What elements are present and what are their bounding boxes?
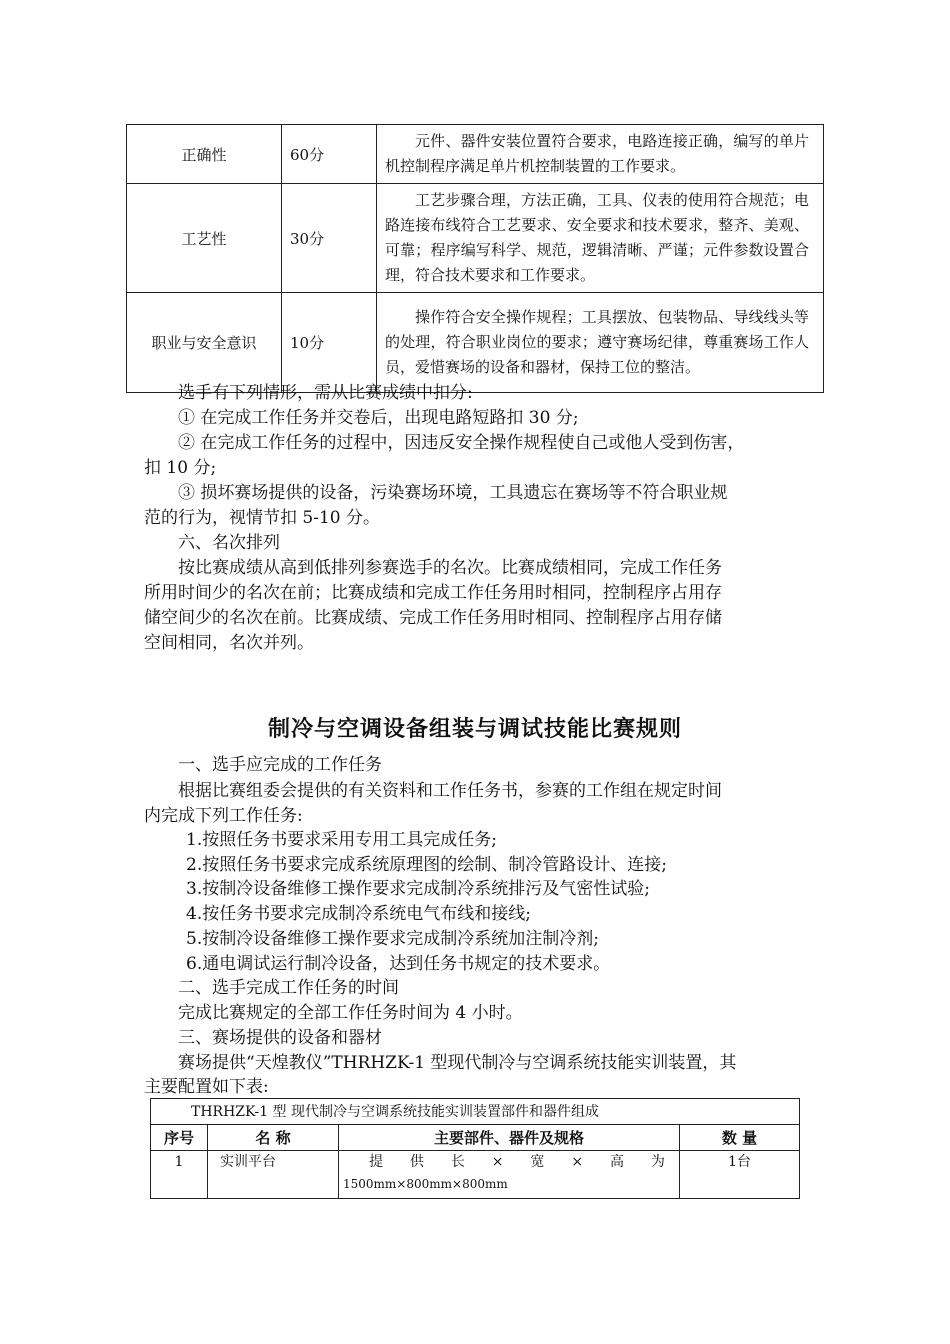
table-caption-row	[151, 1099, 800, 1125]
criterion-description: 元件、器件安装位置符合要求，电路连接正确，编写的单片机控制程序满足单片机控制装置的工作要求。	[377, 125, 824, 184]
task-item: 2.按照任务书要求完成系统原理图的绘制、制冷管路设计、连接;	[186, 855, 667, 875]
ranking-paragraph: 储空间少的名次在前。比赛成绩、完成工作任务用时相同、控制程序占用存储	[144, 608, 722, 628]
criterion-score: 60分	[282, 125, 377, 184]
row-no: 1	[151, 1151, 208, 1199]
criterion-description: 操作符合安全操作规程；工具摆放、包装物品、导线线头等的处理，符合职业岗位的要求；遵守赛场纪律，尊重赛场工作人员，爱惜赛场的设备和器材，保持工位的整洁。	[377, 293, 824, 393]
equipment-heading: 三、赛场提供的设备和器材	[178, 1028, 382, 1048]
spec-word: 宽	[530, 1154, 545, 1170]
spec-word: 为	[650, 1154, 665, 1170]
scoring-table	[126, 124, 824, 393]
spec-word: 提	[369, 1154, 383, 1170]
criterion-score: 10分	[282, 293, 377, 393]
section-title: 制冷与空调设备组装与调试技能比赛规则	[267, 716, 682, 742]
tasks-heading: 一、选手应完成的工作任务	[178, 755, 382, 775]
task-item: 6.通电调试运行制冷设备，达到任务书规定的技术要求。	[186, 954, 611, 974]
header-no: 序号	[151, 1125, 208, 1151]
criterion-name: 工艺性	[127, 184, 282, 293]
criterion-name: 职业与安全意识	[127, 293, 282, 393]
table-row	[127, 125, 824, 184]
criterion-description: 工艺步骤合理，方法正确，工具、仪表的使用符合规范；电路连接布线符合工艺要求、安全要求和技术要求，整齐、美观、可靠；程序编写科学、规范，逻辑清晰、严谨；元件参数设置合理，符合技术要求和工作要求。	[377, 184, 824, 293]
ranking-paragraph: 所用时间少的名次在前；比赛成绩和完成工作任务用时相同，控制程序占用存	[144, 583, 722, 603]
time-paragraph: 完成比赛规定的全部工作任务时间为 4 小时。	[178, 1003, 523, 1023]
header-name: 名 称	[208, 1125, 339, 1151]
row-name: 实训平台	[208, 1151, 339, 1199]
tasks-paragraph: 根据比赛组委会提供的有关资料和工作任务书，参赛的工作组在规定时间	[178, 781, 722, 801]
spec-word: 供	[409, 1154, 424, 1170]
ranking-heading: 六、名次排列	[178, 533, 280, 553]
equipment-paragraph: 主要配置如下表:	[144, 1077, 269, 1097]
spec-line	[339, 1151, 679, 1173]
deduction-item: ② 在完成工作任务的过程中，因违反安全操作规程使自己或他人受到伤害，	[178, 433, 745, 453]
spec-word: 高	[610, 1154, 624, 1170]
deduction-item: ① 在完成工作任务并交卷后，出现电路短路扣 30 分;	[178, 408, 579, 428]
ranking-paragraph: 按比赛成绩从高到低排列参赛选手的名次。比赛成绩相同，完成工作任务	[178, 558, 722, 578]
header-qty: 数 量	[680, 1125, 800, 1151]
equipment-paragraph: 赛场提供“天煌教仪”THRHZK-1 型现代制冷与空调系统技能实训装置，其	[178, 1053, 737, 1073]
task-item: 1.按照任务书要求采用专用工具完成任务;	[186, 830, 497, 850]
spec-word: ×	[491, 1154, 504, 1170]
criterion-name: 正确性	[127, 125, 282, 184]
deduction-item: ③ 损坏赛场提供的设备，污染赛场环境，工具遗忘在赛场等不符合职业规	[178, 483, 728, 503]
table-header-row	[151, 1125, 800, 1151]
spec-word: ×	[571, 1154, 584, 1170]
deductions-intro: 选手有下列情形，需从比赛成绩中扣分:	[178, 383, 473, 403]
task-item: 4.按任务书要求完成制冷系统电气布线和接线;	[186, 904, 531, 924]
tasks-paragraph: 内完成下列工作任务:	[144, 806, 303, 826]
ranking-paragraph: 空间相同，名次并列。	[144, 633, 314, 653]
equipment-table	[150, 1098, 800, 1199]
table-row	[151, 1151, 800, 1199]
header-spec: 主要部件、器件及规格	[339, 1125, 680, 1151]
spec-dimensions: 1500mm×800mm×800mm	[343, 1177, 508, 1191]
row-spec	[339, 1151, 680, 1199]
time-heading: 二、选手完成工作任务的时间	[178, 978, 399, 998]
table-row	[127, 184, 824, 293]
criterion-score: 30分	[282, 184, 377, 293]
row-qty: 1台	[680, 1151, 800, 1199]
task-item: 3.按制冷设备维修工操作要求完成制冷系统排污及气密性试验;	[186, 879, 650, 899]
table-row	[127, 293, 824, 393]
spec-word: 长	[450, 1154, 465, 1170]
task-item: 5.按制冷设备维修工操作要求完成制冷系统加注制冷剂;	[186, 929, 599, 949]
deduction-item-cont: 范的行为，视情节扣 5-10 分。	[144, 508, 380, 528]
table-caption: THRHZK-1 型 现代制冷与空调系统技能实训装置部件和器件组成	[151, 1099, 800, 1125]
deduction-item-cont: 扣 10 分;	[144, 458, 217, 478]
